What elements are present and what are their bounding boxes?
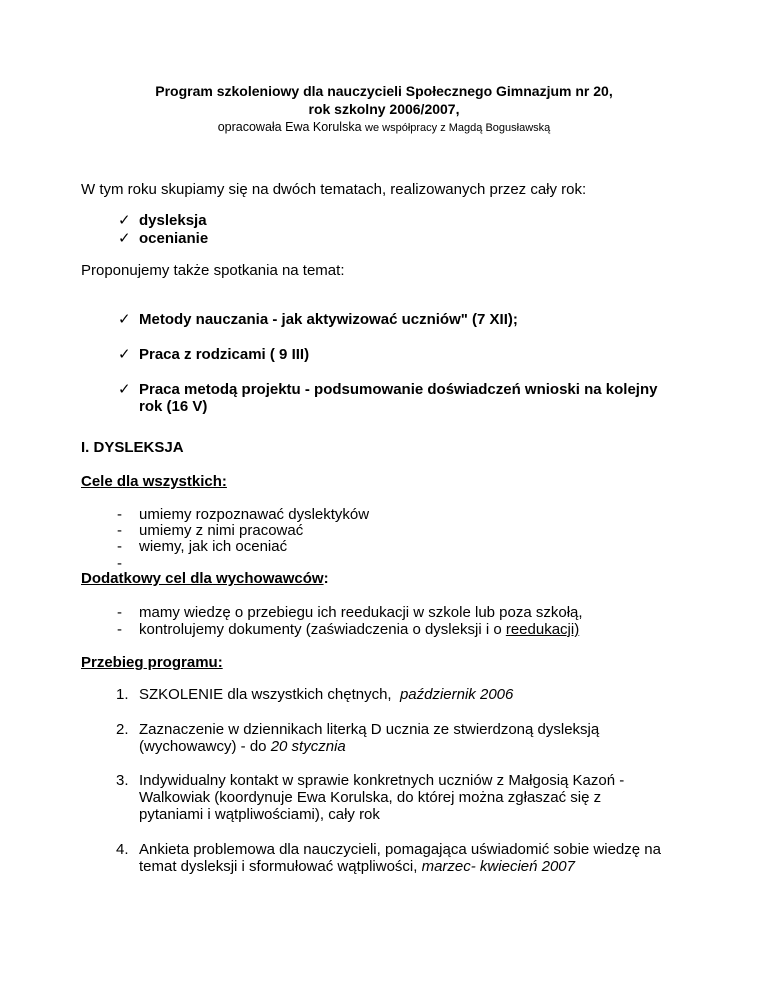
tutor-goal-underlined: reedukacji): [505, 621, 580, 638]
step-number: 2.: [116, 721, 129, 738]
goal-item: umiemy z nimi pracować: [139, 522, 304, 539]
dash-bullet: -: [117, 555, 122, 572]
also-intro-text: Proponujemy także spotkania na temat:: [81, 262, 345, 279]
step-number: 1.: [116, 686, 129, 703]
step-text: temat dysleksji i sformułować wątpliwości,: [139, 858, 418, 875]
step-number: 3.: [116, 772, 129, 789]
step-line: Walkowiak (koordynuje Ewa Korulska, do której można zgłaszać się z: [139, 789, 602, 806]
step-line: [139, 686, 513, 704]
intro-text: W tym roku skupiamy się na dwóch tematach, realizowanych przez cały rok:: [81, 181, 587, 198]
step-line: Zaznaczenie w dziennikach literką D ucznia ze stwierdzoną dysleksją: [139, 721, 600, 738]
main-topic: ocenianie: [139, 230, 209, 247]
dash-bullet: -: [117, 604, 122, 621]
program-heading: Przebieg programu:: [81, 654, 223, 671]
step-text: SZKOLENIE dla wszystkich chętnych,: [139, 686, 392, 703]
meeting-item-cont: rok (16 V): [139, 398, 208, 415]
tutor-goal-item: mamy wiedzę o przebiegu ich reedukacji w szkole lub poza szkołą,: [139, 604, 583, 621]
tutor-goal-item: [139, 621, 579, 639]
checkmark-icon: ✓: [118, 212, 131, 229]
step-line: [139, 858, 575, 876]
step-date: 20 stycznia: [270, 738, 346, 755]
meeting-item: Metody nauczania - jak aktywizować uczniów" (7 XII);: [139, 311, 518, 328]
dash-bullet: -: [117, 506, 122, 523]
doc-title-line2: rok szkolny 2006/2007,: [308, 101, 460, 117]
doc-author: [0, 119, 768, 136]
goal-item: umiemy rozpoznawać dyslektyków: [139, 506, 370, 523]
goal-item: wiemy, jak ich oceniać: [139, 538, 288, 555]
author-name: opracowała Ewa Korulska: [217, 120, 362, 134]
goals-all-heading: Cele dla wszystkich:: [81, 473, 227, 490]
doc-title-line1: Program szkoleniowy dla nauczycieli Społecznego Gimnazjum nr 20,: [155, 83, 613, 99]
dash-bullet: -: [117, 522, 122, 539]
meeting-item: Praca metodą projektu - podsumowanie doświadczeń wnioski na kolejny: [139, 381, 658, 398]
step-text: (wychowawcy) - do: [139, 738, 267, 755]
goals-tutors-heading: [81, 570, 329, 588]
goals-tutors-colon: :: [323, 570, 329, 587]
step-line: Ankieta problemowa dla nauczycieli, pomagająca uświadomić sobie wiedzę na: [139, 841, 661, 858]
checkmark-icon: ✓: [118, 311, 131, 328]
step-date: marzec- kwiecień 2007: [421, 858, 575, 875]
step-date: październik 2006: [399, 686, 514, 703]
dash-bullet: -: [117, 538, 122, 555]
step-line: pytaniami i wątpliwościami), cały rok: [139, 806, 380, 823]
main-topic: dysleksja: [139, 212, 207, 229]
author-collab: we współpracy z Magdą Bogusławską: [365, 122, 551, 134]
step-line: Indywidualny kontakt w sprawie konkretnych uczniów z Małgosią Kazoń -: [139, 772, 625, 789]
step-line: [139, 738, 346, 756]
checkmark-icon: ✓: [118, 346, 131, 363]
step-number: 4.: [116, 841, 129, 858]
checkmark-icon: ✓: [118, 230, 131, 247]
goals-tutors-heading-text: Dodatkowy cel dla wychowawców: [81, 570, 324, 587]
tutor-goal-text: kontrolujemy dokumenty (zaświadczenia o dysleksji i o: [139, 621, 506, 638]
checkmark-icon: ✓: [118, 381, 131, 398]
meeting-item: Praca z rodzicami ( 9 III): [139, 346, 310, 363]
section-title: I. DYSLEKSJA: [81, 439, 184, 456]
dash-bullet: -: [117, 621, 122, 638]
